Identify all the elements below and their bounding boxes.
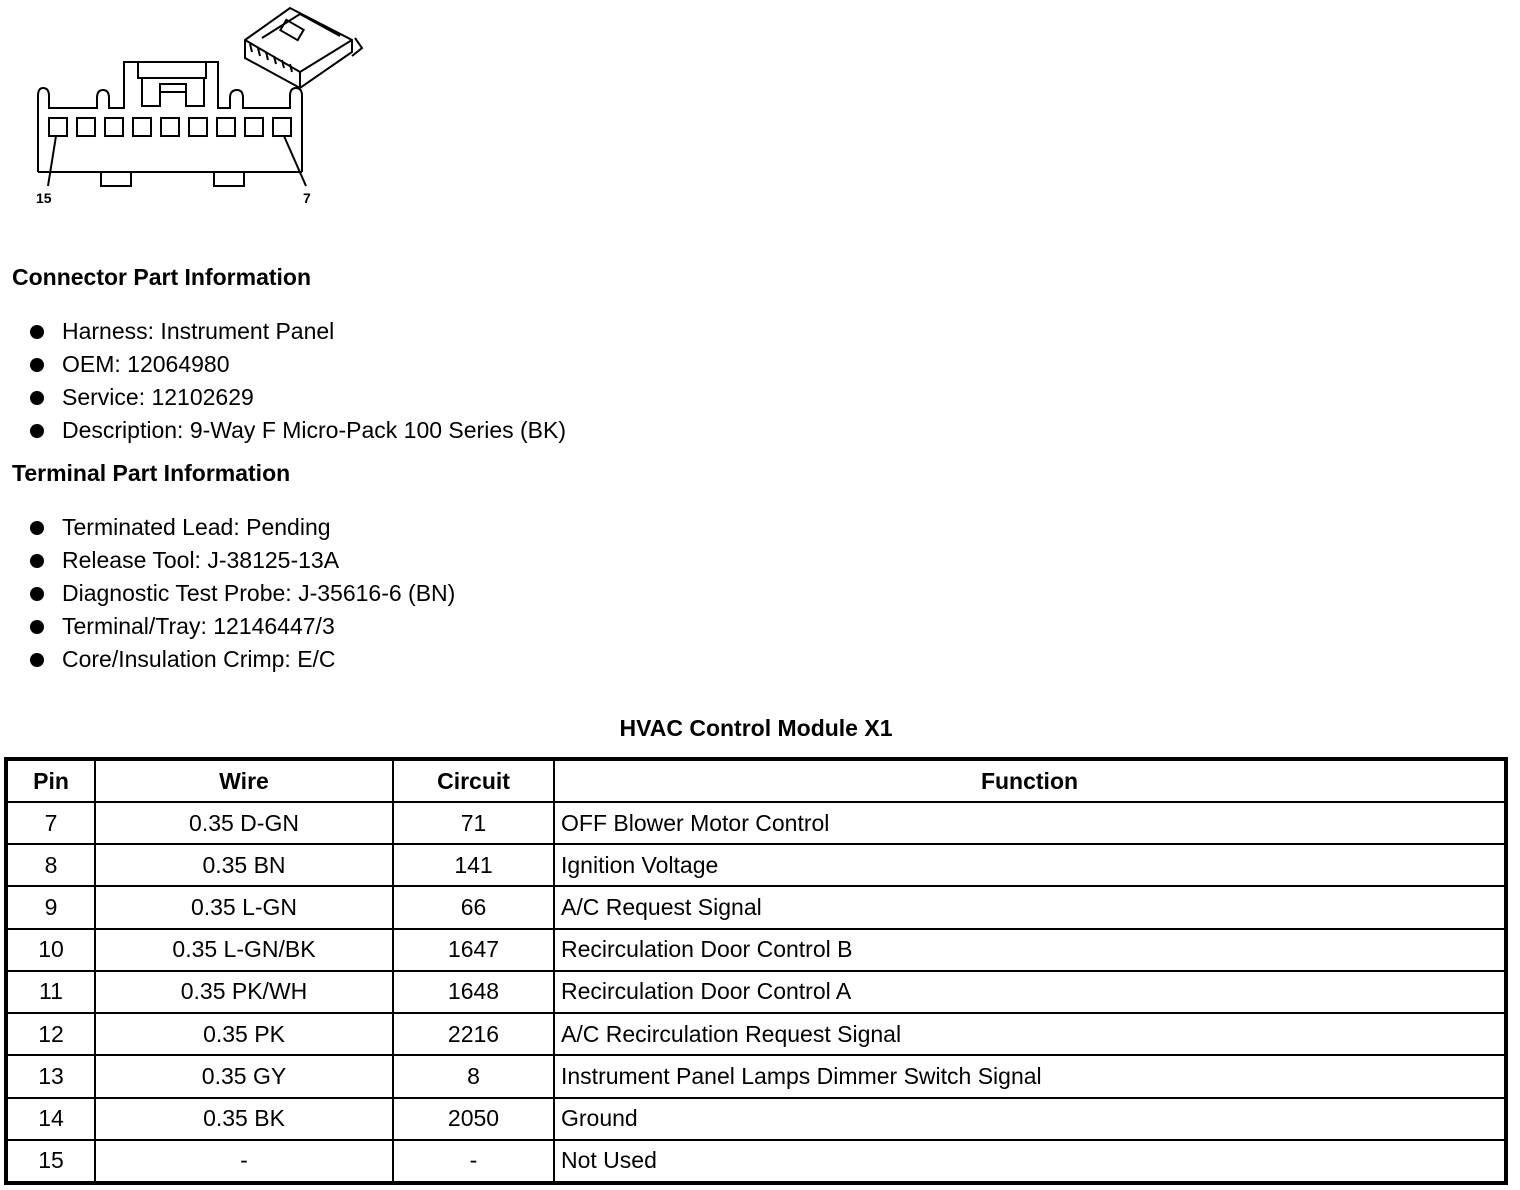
pin-label-7: 7 [303,190,311,206]
cell-function: A/C Recirculation Request Signal [554,1013,1506,1055]
list-item: Terminal/Tray: 12146447/3 [28,610,455,643]
cell-circuit: 2050 [393,1098,554,1140]
connector-isometric-icon [245,8,362,88]
cell-function: OFF Blower Motor Control [554,802,1506,844]
table-header-row [6,759,1506,802]
header-pin: Pin [6,759,95,802]
cell-function: Instrument Panel Lamps Dimmer Switch Signal [554,1055,1506,1097]
table-row [6,1140,1506,1183]
header-wire: Wire [95,759,393,802]
table-row [6,1055,1506,1097]
cell-circuit: 71 [393,802,554,844]
cell-wire: 0.35 L-GN [95,886,393,928]
list-item: Diagnostic Test Probe: J-35616-6 (BN) [28,577,455,610]
terminal-part-info-heading: Terminal Part Information [12,460,291,486]
cell-wire: 0.35 PK/WH [95,971,393,1013]
cell-wire: 0.35 BN [95,844,393,886]
cell-pin: 10 [6,929,95,971]
cell-circuit: 141 [393,844,554,886]
list-item: Harness: Instrument Panel [28,315,566,348]
cell-function: Not Used [554,1140,1506,1183]
cell-pin: 15 [6,1140,95,1183]
cell-wire: 0.35 PK [95,1013,393,1055]
table-row [6,1013,1506,1055]
header-function: Function [554,759,1506,802]
cell-wire: 0.35 BK [95,1098,393,1140]
cell-pin: 13 [6,1055,95,1097]
cell-circuit: 66 [393,886,554,928]
cell-pin: 11 [6,971,95,1013]
pinout-table [4,757,1508,1185]
list-item: Core/Insulation Crimp: E/C [28,643,455,676]
connector-part-info-heading: Connector Part Information [12,264,312,290]
cell-pin: 14 [6,1098,95,1140]
cell-wire: 0.35 GY [95,1055,393,1097]
table-row [6,929,1506,971]
cell-function: Recirculation Door Control B [554,929,1506,971]
cell-wire: 0.35 L-GN/BK [95,929,393,971]
list-item: Service: 12102629 [28,381,566,414]
cell-wire: - [95,1140,393,1183]
pin-cavities [49,118,291,136]
list-item: Description: 9-Way F Micro-Pack 100 Series (BK) [28,414,566,447]
cell-wire: 0.35 D-GN [95,802,393,844]
cell-function: Recirculation Door Control A [554,971,1506,1013]
cell-circuit: 8 [393,1055,554,1097]
table-row [6,886,1506,928]
cell-pin: 12 [6,1013,95,1055]
table-row [6,1098,1506,1140]
list-item: OEM: 12064980 [28,348,566,381]
cell-function: Ground [554,1098,1506,1140]
cell-circuit: 2216 [393,1013,554,1055]
pin-table-title: HVAC Control Module X1 [619,715,893,741]
table-row [6,971,1506,1013]
cell-pin: 9 [6,886,95,928]
table-row [6,802,1506,844]
connector-part-info-list [28,315,566,447]
pin-label-15: 15 [36,190,52,206]
cell-pin: 8 [6,844,95,886]
cell-function: Ignition Voltage [554,844,1506,886]
cell-pin: 7 [6,802,95,844]
cell-function: A/C Request Signal [554,886,1506,928]
header-circuit: Circuit [393,759,554,802]
table-row [6,844,1506,886]
cell-circuit: 1648 [393,971,554,1013]
cell-circuit: 1647 [393,929,554,971]
connector-end-view-diagram [0,0,380,215]
terminal-part-info-list [28,511,455,676]
cell-circuit: - [393,1140,554,1183]
list-item: Terminated Lead: Pending [28,511,455,544]
list-item: Release Tool: J-38125-13A [28,544,455,577]
